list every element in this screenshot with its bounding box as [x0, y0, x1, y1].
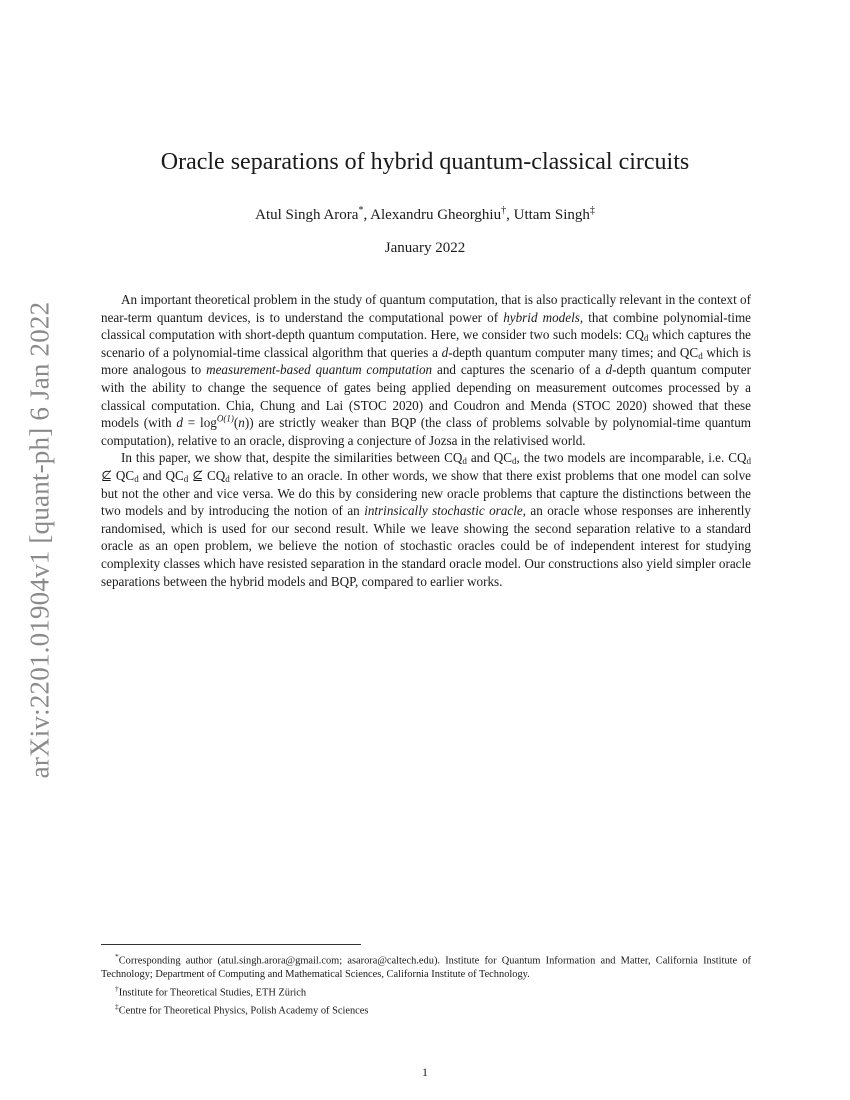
abstract-paragraph	[101, 449, 751, 590]
not-subset-symbol: ⊈	[188, 467, 208, 483]
abstract-text: An important theoretical problem in the study of quantum computation, that is also practically relevant in the context of near-term quantum devices, is to understand the computational power of	[101, 292, 751, 325]
abstract-text: QC	[115, 467, 135, 483]
footnote-text: Institute for Theoretical Studies, ETH Zürich	[118, 987, 307, 999]
footnote-mark: *	[115, 952, 119, 961]
footnote-mark: †	[115, 983, 119, 993]
subscript: d	[643, 333, 649, 344]
subscript: d	[134, 473, 139, 484]
footnote-mark: ‡	[115, 1002, 119, 1012]
page-number: 1	[422, 1065, 428, 1079]
abstract-text: (	[233, 415, 239, 431]
footnotes	[101, 950, 751, 1018]
superscript	[217, 414, 234, 424]
not-subset-symbol: ⊈	[101, 467, 116, 483]
paper-title: Oracle separations of hybrid quantum-classical circuits	[160, 149, 690, 175]
subscript: d	[512, 456, 517, 467]
abstract-text: which is more analogous to	[101, 344, 751, 378]
author-affiliation-mark: *	[358, 205, 364, 216]
math-variable: n	[238, 415, 245, 431]
abstract-paragraph	[101, 291, 751, 449]
abstract	[101, 291, 751, 590]
abstract-text: )) are strictly weaker than BQP (the class of problems solvable by polynomial-time quantum computation), relative to an oracle, disproving a conjecture of Jozsa in the relativised world.	[101, 415, 751, 448]
author-name: Uttam Singh	[513, 207, 590, 223]
emphasis-text: hybrid models	[503, 309, 580, 325]
abstract-text: -depth quantum computer many times; and QC	[448, 344, 699, 360]
footnote	[101, 982, 751, 1000]
math-variable: O(1)	[216, 413, 234, 424]
footnote-text: Corresponding author (atul.singh.arora@gmail.com; asarora@caltech.edu). Institute for Quantum Information and Matter, California Institute of Technology; Department of Computing and Mathematical Sciences, California Institute of Technology.	[101, 955, 751, 981]
abstract-text: relative to an oracle. In other words, we show that there exist problems that one model can solve but not the other and vice versa. We do this by considering new oracle problems that capture the distinctions between the two models and by introducing the notion of an	[101, 467, 751, 519]
abstract-text: , that combine polynomial-time classical computation with short-depth quantum computation. Here, we consider two such models: CQ	[101, 309, 752, 343]
author-name: Atul Singh Arora	[255, 207, 359, 223]
author-affiliation-mark: †	[501, 205, 507, 216]
math-variable: d	[441, 344, 449, 360]
author-name: Alexandru Gheorghiu	[370, 207, 502, 223]
subscript: d	[746, 456, 751, 467]
subscript: d	[183, 473, 189, 484]
abstract-text: In this paper, we show that, despite the similarities between CQ	[121, 450, 463, 466]
abstract-text: -depth quantum computer with the ability to change the sequence of gates being applied depending on measurement outcomes processed by a classical computation. Chia, Chung and Lai (STOC 2020) and Coudron and Menda (STOC 2020) showed that these models (with	[101, 362, 751, 431]
abstract-text: and QC	[466, 450, 513, 466]
subscript: d	[462, 456, 467, 467]
footnote-separator	[101, 944, 361, 945]
subscript: d	[225, 473, 230, 484]
subscript: d	[698, 350, 703, 361]
publication-date: January 2022	[384, 240, 466, 256]
author-list: Atul Singh Arora*, Alexandru Gheorghiu†, Uttam Singh‡	[255, 205, 595, 223]
emphasis-text: measurement-based quantum computation	[206, 362, 433, 378]
math-variable: d	[176, 415, 183, 431]
emphasis-text: intrinsically stochastic oracle	[364, 503, 523, 519]
abstract-text: = log	[182, 415, 217, 431]
abstract-text: which captures the scenario of a polynomial-time classical algorithm that queries a	[101, 327, 751, 360]
abstract-text: and captures the scenario of a	[432, 362, 606, 378]
author-affiliation-mark: ‡	[589, 205, 595, 216]
math-variable: d	[605, 362, 613, 378]
abstract-text: , the two models are incomparable, i.e. CQ	[516, 450, 747, 466]
footnote	[101, 1000, 751, 1018]
arxiv-identifier-stamp: arXiv:2201.01904v1 [quant-ph] 6 Jan 2022	[24, 301, 55, 779]
footnote-text: Centre for Theoretical Physics, Polish Academy of Sciences	[118, 1005, 369, 1017]
abstract-text: , an oracle whose responses are inherently randomised, which is used for our second result. While we leave showing the second separation relative to a standard oracle as an open problem, we believe the notion of stochastic oracles could be of independent interest for studying complexity classes which have resisted separation in the standard oracle model. Our constructions also yield simpler oracle separations between the hybrid models and BQP, compared to earlier works.	[101, 503, 752, 589]
abstract-text: CQ	[207, 467, 226, 483]
footnote	[101, 950, 751, 982]
abstract-text: and QC	[138, 467, 184, 483]
